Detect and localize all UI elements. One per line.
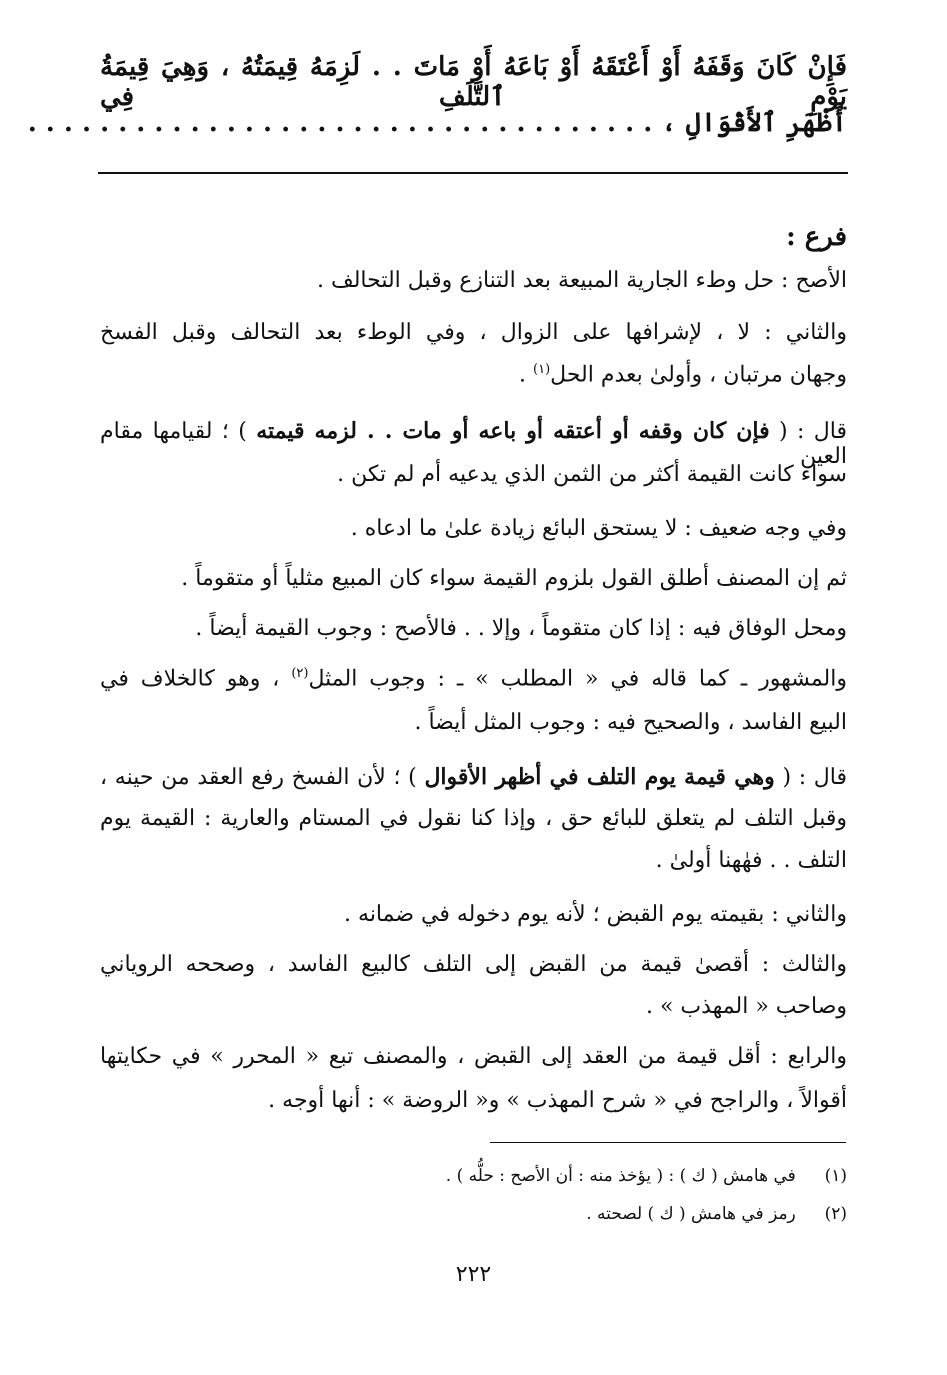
matn-line-2: أَظْهَرِ ٱلأَقْوَالِ ، . . . . . . . . . . . . . . . . . . . . . . . . . . . . . . . . . . .	[27, 108, 847, 138]
paragraph-3-line-1: قال : ( فإن كان وقفه أو أعتقه أو باعه أو مات . . لزمه قيمته ) ؛ لقيامها مقام العين	[100, 418, 848, 469]
footnote-2-number: (٢)	[824, 1204, 847, 1224]
footnote-2	[100, 1204, 847, 1224]
paragraph-11-line-1: والرابع : أقل قيمة من العقد إلى القبض ، والمصنف تبع « المحرر » في حكايتها	[100, 1044, 847, 1069]
section-heading: فرع :	[786, 222, 847, 252]
paragraph-4: وفي وجه ضعيف : لا يستحق البائع زيادة علىٰ ما ادعاه .	[350, 516, 847, 541]
paragraph-8-line-1: قال : ( وهي قيمة يوم التلف في أظهر الأقوال ) ؛ لأن الفسخ رفع العقد من حينه ،	[100, 764, 848, 790]
paragraph-5: ثم إن المصنف أطلق القول بلزوم القيمة سواء كان المبيع مثلياً أو متقوماً .	[181, 566, 847, 591]
footnote-1-text: في هامش ( ك ) : ( يؤخذ منه : أن الأصح : حلُّه ) .	[445, 1166, 796, 1186]
footnote-1-number: (١)	[824, 1166, 847, 1186]
footnote-ref-2: (٢)	[291, 666, 309, 681]
paragraph-7-line-1: والمشهور ـ كما قاله في « المطلب » ـ : وجوب المثل$^{(٢)}$ ، وهو كالخلاف في	[100, 666, 848, 692]
footnote-separator-rule	[490, 1142, 846, 1143]
paragraph-6: ومحل الوفاق فيه : إذا كان متقوماً ، وإلا . . فالأصح : وجوب القيمة أيضاً .	[195, 616, 847, 641]
page-number: ٢٢٢	[455, 1262, 492, 1287]
matn-line-1: فَإِنْ كَانَ وَقَفَهُ أَوْ أَعْتَقَهُ أَوْ بَاعَهُ أَوْ مَاتَ . . لَزِمَهُ قِيمَتُهُ ، وَهِيَ قِيمَةُ يَوْمِ ٱلتَّلَفِ فِي	[100, 52, 847, 112]
footnote-ref-1: (١)	[533, 362, 551, 377]
matn-separator-rule	[98, 172, 848, 174]
paragraph-1: الأصح : حل وطء الجارية المبيعة بعد التنازع وقبل التحالف .	[316, 268, 847, 293]
paragraph-10-line-2: وصاحب « المهذب » .	[645, 994, 847, 1019]
paragraph-9: والثاني : بقيمته يوم القبض ؛ لأنه يوم دخوله في ضمانه .	[344, 902, 847, 927]
paragraph-8-line-3: التلف . . فهٰهنا أولىٰ .	[655, 848, 847, 873]
paragraph-8-line-2: وقبل التلف لم يتعلق للبائع حق ، وإذا كنا نقول في المستام والعارية : القيمة يوم	[100, 806, 847, 831]
paragraph-10-line-1: والثالث : أقصىٰ قيمة من القبض إلى التلف كالبيع الفاسد ، وصححه الروياني	[100, 952, 847, 977]
paragraph-2-line-2: وجهان مرتبان ، وأولىٰ بعدم الحل$^{(١)}$ .	[519, 362, 847, 388]
paragraph-11-line-2: أقوالاً ، والراجح في « شرح المهذب » و« الروضة » : أنها أوجه .	[268, 1088, 847, 1113]
paragraph-7-line-2: البيع الفاسد ، والصحيح فيه : وجوب المثل أيضاً .	[414, 710, 847, 735]
footnote-1	[100, 1166, 847, 1186]
footnote-2-text: رمز في هامش ( ك ) لصحته .	[586, 1204, 796, 1224]
paragraph-3-line-2: سواء كانت القيمة أكثر من الثمن الذي يدعيه أم لم تكن .	[337, 462, 847, 487]
paragraph-2-line-1: والثاني : لا ، لإشرافها على الزوال ، وفي الوطء بعد التحالف وقبل الفسخ	[100, 320, 847, 345]
